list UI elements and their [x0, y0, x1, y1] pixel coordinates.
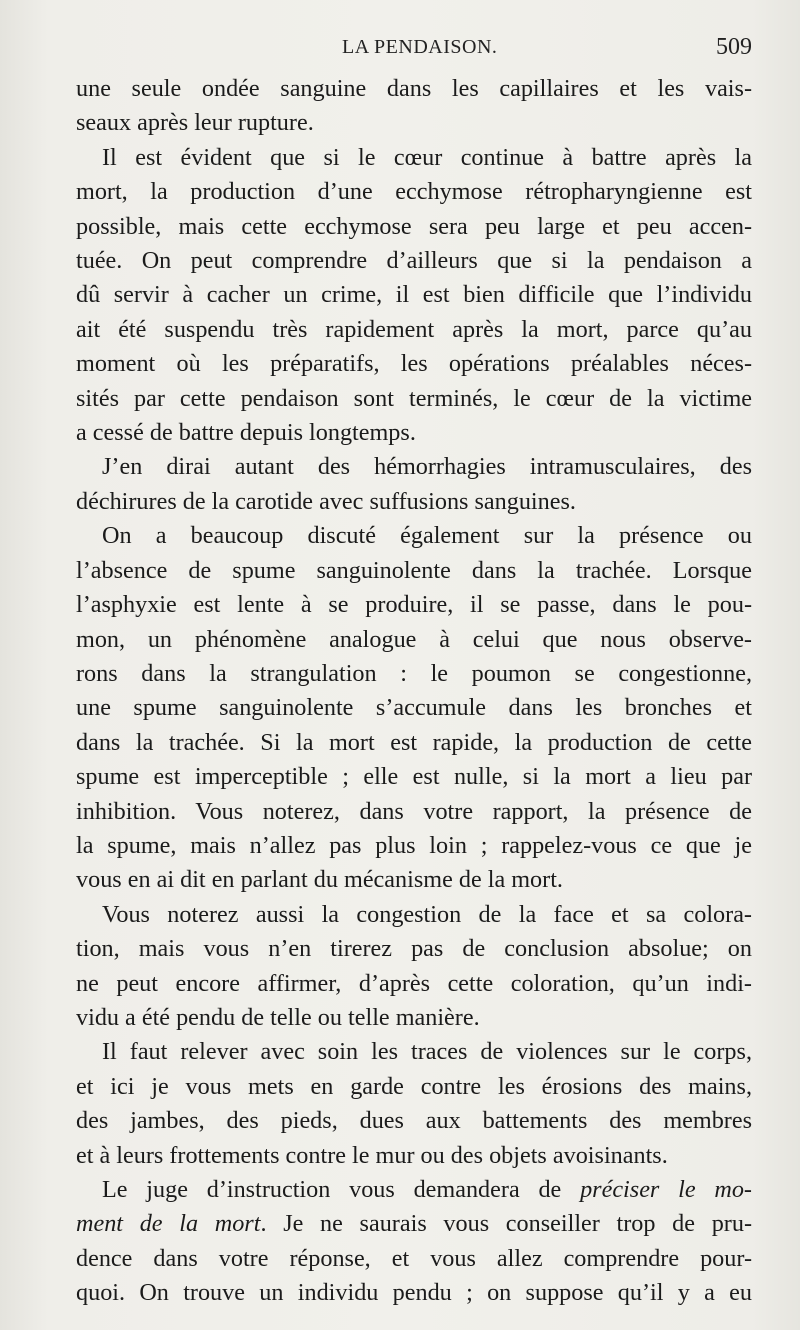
text-line: quoi. On trouve un individu pendu ; on suppose qu’il y a eu	[76, 1279, 752, 1307]
text-line: ne peut encore affirmer, d’après cette coloration, qu’un indi-	[76, 969, 752, 997]
text-line: et ici je vous mets en garde contre les érosions des mains,	[76, 1072, 752, 1100]
text-line: une spume sanguinolente s’accumule dans les bronches et	[76, 694, 752, 722]
text-line: J’en dirai autant des hémorrhagies intramusculaires, des	[102, 453, 752, 481]
text-line	[76, 1173, 752, 1207]
text-run: . Je ne saurais vous conseiller trop de pru-	[260, 1210, 753, 1238]
text-line: Il faut relever avec soin les traces de violences sur le corps,	[102, 1038, 752, 1066]
text-line: une seule ondée sanguine dans les capillaires et les vais-	[76, 75, 752, 102]
text-line: mort, la production d’une ecchymose rétropharyngienne est	[76, 178, 752, 206]
paragraph-7	[76, 1173, 752, 1311]
text-run: Le juge d’instruction vous demandera de	[102, 1176, 581, 1203]
text-line: sités par cette pendaison sont terminés, le cœur de la victime	[76, 384, 752, 412]
text-line: Il est évident que si le cœur continue à battre après la	[102, 143, 752, 171]
text-line: inhibition. Vous noterez, dans votre rapport, la présence de	[76, 797, 752, 825]
text-line: dû servir à cacher un crime, il est bien difficile que l’individu	[76, 281, 752, 309]
text-line: ait été suspendu très rapidement après la mort, parce qu’au	[76, 315, 752, 343]
italic-run: ment de la mort	[76, 1210, 261, 1238]
paragraph-1	[76, 72, 752, 141]
text-line: a cessé de battre depuis longtemps.	[76, 419, 416, 447]
text-line: moment où les préparatifs, les opérations préalables néces-	[76, 350, 752, 378]
text-line: des jambes, des pieds, dues aux battements des membres	[76, 1107, 752, 1135]
page-header	[76, 36, 752, 66]
paragraph-5	[76, 898, 752, 1036]
paragraph-2	[76, 141, 752, 451]
text-line: et à leurs frottements contre le mur ou des objets avoisinants.	[76, 1141, 668, 1169]
paragraph-6	[76, 1035, 752, 1173]
text-line: tion, mais vous n’en tirerez pas de conclusion absolue; on	[76, 935, 752, 963]
text-line: la spume, mais n’allez pas plus loin ; rappelez-vous ce que je	[76, 831, 752, 859]
text-line: Vous noterez aussi la congestion de la face et sa colora-	[102, 900, 752, 928]
running-head: LA PENDAISON.	[342, 36, 498, 58]
text-line: vidu a été pendu de telle ou telle manière.	[76, 1003, 480, 1031]
paragraph-3	[76, 450, 752, 519]
body-text	[76, 72, 752, 1311]
text-line: seaux après leur rupture.	[76, 109, 314, 137]
text-line: spume est imperceptible ; elle est nulle, si la mort a lieu par	[76, 763, 752, 791]
text-line: l’asphyxie est lente à se produire, il se passe, dans le pou-	[76, 591, 752, 619]
paragraph-4	[76, 519, 752, 897]
page-number: 509	[716, 34, 752, 60]
italic-run: préciser le mo-	[580, 1176, 752, 1203]
text-line: possible, mais cette ecchymose sera peu large et peu accen-	[76, 212, 752, 240]
text-line: mon, un phénomène analogue à celui que nous observe-	[76, 625, 752, 653]
text-line	[76, 1207, 752, 1241]
text-line: dence dans votre réponse, et vous allez comprendre pour-	[76, 1244, 752, 1272]
text-line: vous en ai dit en parlant du mécanisme de la mort.	[76, 866, 563, 894]
text-line: déchirures de la carotide avec suffusions sanguines.	[76, 487, 576, 515]
text-line: rons dans la strangulation : le poumon se congestionne,	[76, 659, 752, 687]
text-line: tuée. On peut comprendre d’ailleurs que si la pendaison a	[76, 247, 752, 275]
text-line: l’absence de spume sanguinolente dans la trachée. Lorsque	[76, 556, 752, 584]
text-line: On a beaucoup discuté également sur la présence ou	[102, 522, 752, 550]
text-line: dans la trachée. Si la mort est rapide, la production de cette	[76, 728, 752, 756]
